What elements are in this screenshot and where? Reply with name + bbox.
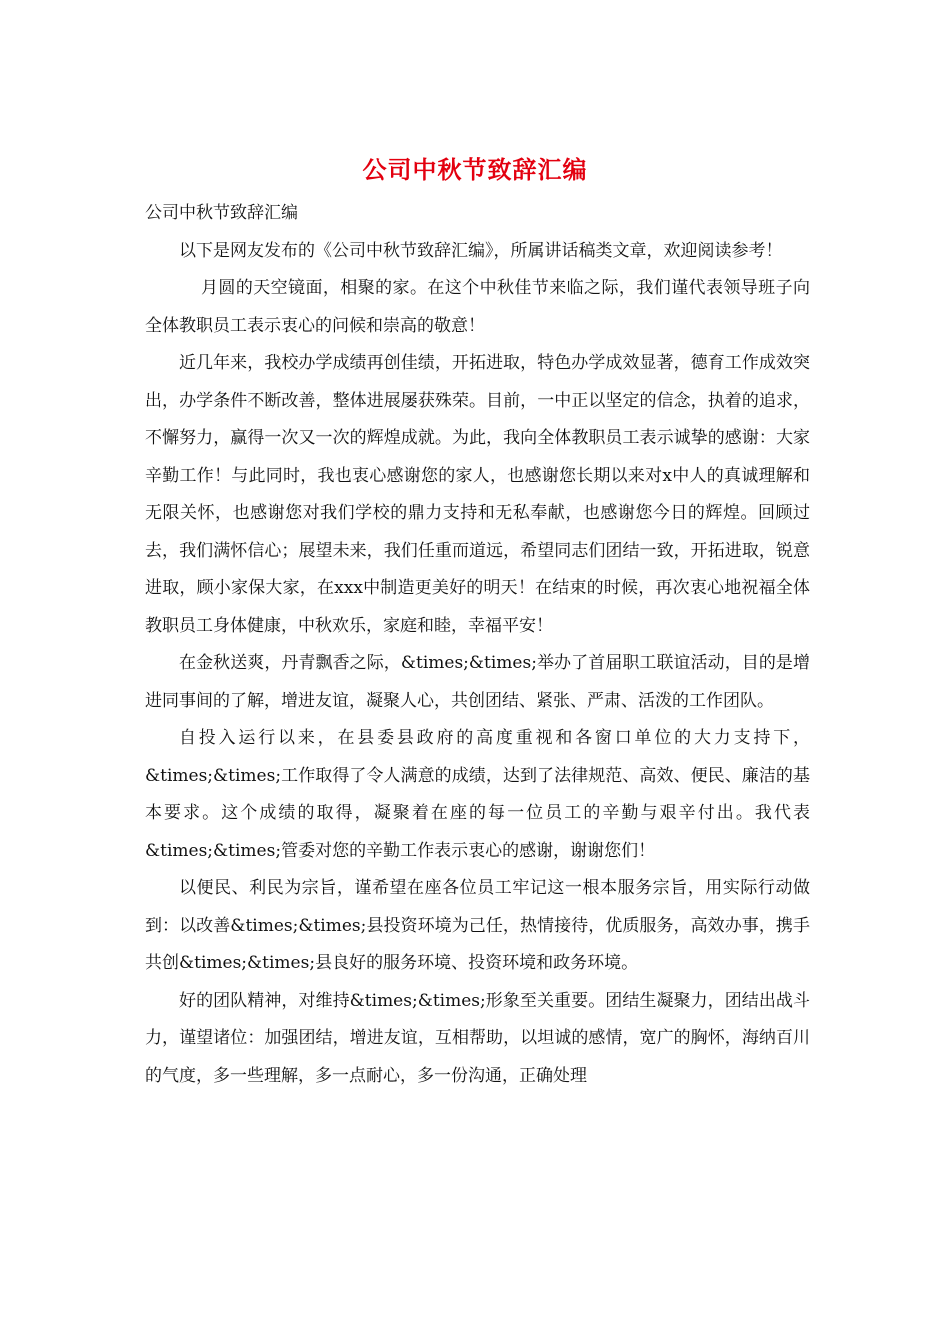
body-paragraph: 好的团队精神，对维持&times;&times;形象至关重要。团结生凝聚力，团结出战斗力，谨望诸位：加强团结，增进友谊，互相帮助，以坦诚的感情，宽广的胸怀，海纳百川的气度，多一些理解，多一点耐心，多一份沟通，正确处理 <box>145 990 810 1086</box>
body-paragraph: 在金秋送爽，丹青飘香之际，&times;&times;举办了首届职工联谊活动，目的是增进同事间的了解，增进友谊，凝聚人心，共创团结、紧张、严肃、活泼的工作团队。 <box>145 653 810 711</box>
body-paragraph: 自投入运行以来，在县委县政府的高度重视和各窗口单位的大力支持下，&times;&times;工作取得了令人满意的成绩，达到了法律规范、高效、便民、廉洁的基本要求。这个成绩的取得，凝聚着在座的每一位员工的辛勤与艰辛付出。我代表&times;&times;管委对您的辛勤工作表示衷心的感谢，谢谢您们！ <box>145 728 810 861</box>
intro-paragraph: 以下是网友发布的《公司中秋节致辞汇编》，所属讲话稿类文章，欢迎阅读参考！ <box>179 240 783 261</box>
greeting-paragraph: 月圆的天空镜面，相聚的家。在这个中秋佳节来临之际，我们谨代表领导班子向全体教职员工表示衷心的问候和崇高的敬意！ <box>145 278 810 336</box>
subtitle-paragraph: 公司中秋节致辞汇编 <box>145 203 298 223</box>
body-paragraph: 以便民、利民为宗旨，谨希望在座各位员工牢记这一根本服务宗旨，用实际行动做到：以改善&times;&times;县投资环境为己任，热情接待，优质服务，高效办事，携手共创&times;&times;县良好的服务环境、投资环境和政务环境。 <box>145 878 810 973</box>
document-body <box>145 195 810 1095</box>
body-paragraph: 近几年来，我校办学成绩再创佳绩，开拓进取，特色办学成效显著，德育工作成效突出，办学条件不断改善，整体进展屡获殊荣。目前，一中正以坚定的信念，执着的追求，不懈努力，赢得一次又一次的辉煌成就。为此，我向全体教职员工表示诚挚的感谢：大家辛勤工作！与此同时，我也衷心感谢您的家人，也感谢您长期以来对x中人的真诚理解和无限关怀，也感谢您对我们学校的鼎力支持和无私奉献，也感谢您今日的辉煌。回顾过去，我们满怀信心；展望未来，我们任重而道远，希望同志们团结一致，开拓进取，锐意进取，顾小家保大家，在xxx中制造更美好的明天！在结束的时候，再次衷心地祝福全体教职员工身体健康，中秋欢乐，家庭和睦，幸福平安！ <box>145 353 810 636</box>
document-title: 公司中秋节致辞汇编 <box>362 155 588 184</box>
